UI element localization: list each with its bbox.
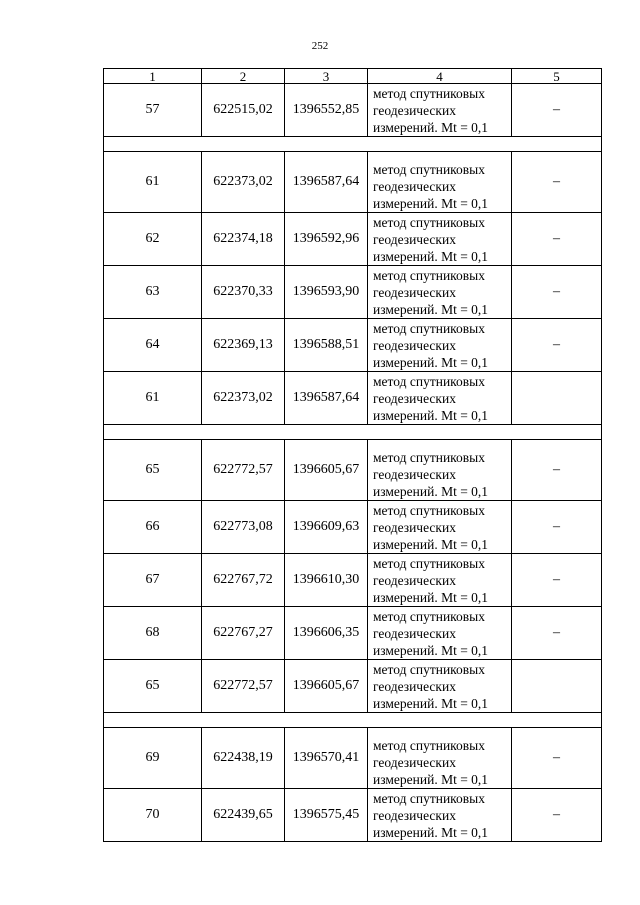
x-coordinate-cell: 622438,19 xyxy=(202,728,285,789)
method-line: измерений. Mt = 0,1 xyxy=(373,301,489,317)
x-coordinate-cell: 622515,02 xyxy=(202,84,285,137)
header-col-5: 5 xyxy=(512,69,602,84)
point-number-cell: 61 xyxy=(104,152,202,213)
x-coordinate-cell: 622767,72 xyxy=(202,554,285,607)
method-line: измерений. Mt = 0,1 xyxy=(373,695,489,711)
point-number-cell: 67 xyxy=(104,554,202,607)
method-cell xyxy=(368,501,512,554)
method-line: геодезических xyxy=(373,572,456,588)
y-coordinate-cell: 1396575,45 xyxy=(285,789,368,842)
method-line: измерений. Mt = 0,1 xyxy=(373,589,489,605)
method-line: метод спутниковых xyxy=(373,373,485,389)
point-number-cell: 68 xyxy=(104,607,202,660)
note-cell: – xyxy=(512,607,602,660)
method-line: геодезических xyxy=(373,102,456,118)
table-row xyxy=(104,152,602,213)
method-cell xyxy=(368,319,512,372)
x-coordinate-cell: 622439,65 xyxy=(202,789,285,842)
point-number-cell: 66 xyxy=(104,501,202,554)
method-line: измерений. Mt = 0,1 xyxy=(373,484,489,499)
method-line: метод спутниковых xyxy=(373,502,485,518)
method-line: измерений. Mt = 0,1 xyxy=(373,119,489,135)
x-coordinate-cell: 622374,18 xyxy=(202,213,285,266)
table-row xyxy=(104,789,602,842)
point-number-cell: 62 xyxy=(104,213,202,266)
point-number-cell: 65 xyxy=(104,660,202,713)
x-coordinate-cell: 622370,33 xyxy=(202,266,285,319)
table-row xyxy=(104,372,602,425)
method-cell xyxy=(368,266,512,319)
method-cell xyxy=(368,607,512,660)
point-number-cell: 63 xyxy=(104,266,202,319)
note-cell: – xyxy=(512,728,602,789)
method-line: метод спутниковых xyxy=(373,661,485,677)
method-line: геодезических xyxy=(373,231,456,247)
method-line: измерений. Mt = 0,1 xyxy=(373,354,489,370)
header-col-4: 4 xyxy=(368,69,512,84)
method-line: геодезических xyxy=(373,519,456,535)
point-number-cell: 70 xyxy=(104,789,202,842)
method-cell xyxy=(368,440,512,501)
point-number-cell: 69 xyxy=(104,728,202,789)
method-cell xyxy=(368,728,512,789)
method-line: геодезических xyxy=(373,179,456,194)
method-line: метод спутниковых xyxy=(373,738,485,753)
header-col-1: 1 xyxy=(104,69,202,84)
note-cell: – xyxy=(512,84,602,137)
point-number-cell: 64 xyxy=(104,319,202,372)
header-row xyxy=(104,69,602,84)
y-coordinate-cell: 1396593,90 xyxy=(285,266,368,319)
table-body xyxy=(104,69,602,842)
table-row xyxy=(104,501,602,554)
x-coordinate-cell: 622772,57 xyxy=(202,660,285,713)
note-cell: – xyxy=(512,266,602,319)
method-line: измерений. Mt = 0,1 xyxy=(373,824,489,840)
method-line: метод спутниковых xyxy=(373,85,485,101)
header-col-2: 2 xyxy=(202,69,285,84)
separator-cell xyxy=(104,425,602,440)
method-line: геодезических xyxy=(373,807,456,823)
method-cell xyxy=(368,789,512,842)
y-coordinate-cell: 1396552,85 xyxy=(285,84,368,137)
header-col-3: 3 xyxy=(285,69,368,84)
note-cell: – xyxy=(512,213,602,266)
x-coordinate-cell: 622373,02 xyxy=(202,152,285,213)
x-coordinate-cell: 622369,13 xyxy=(202,319,285,372)
note-cell: – xyxy=(512,789,602,842)
method-line: геодезических xyxy=(373,678,456,694)
note-cell: – xyxy=(512,554,602,607)
method-line: геодезических xyxy=(373,337,456,353)
method-cell xyxy=(368,152,512,213)
y-coordinate-cell: 1396606,35 xyxy=(285,607,368,660)
method-line: геодезических xyxy=(373,467,456,482)
method-line: метод спутниковых xyxy=(373,162,485,177)
method-line: измерений. Mt = 0,1 xyxy=(373,536,489,552)
note-cell xyxy=(512,660,602,713)
method-cell xyxy=(368,372,512,425)
x-coordinate-cell: 622772,57 xyxy=(202,440,285,501)
y-coordinate-cell: 1396610,30 xyxy=(285,554,368,607)
method-line: геодезических xyxy=(373,390,456,406)
method-line: метод спутниковых xyxy=(373,450,485,465)
y-coordinate-cell: 1396587,64 xyxy=(285,372,368,425)
table-row xyxy=(104,607,602,660)
method-line: геодезических xyxy=(373,755,456,770)
table-row xyxy=(104,728,602,789)
x-coordinate-cell: 622773,08 xyxy=(202,501,285,554)
table-row xyxy=(104,266,602,319)
method-cell xyxy=(368,554,512,607)
y-coordinate-cell: 1396587,64 xyxy=(285,152,368,213)
method-line: метод спутниковых xyxy=(373,267,485,283)
method-cell xyxy=(368,213,512,266)
separator-cell xyxy=(104,713,602,728)
note-cell: – xyxy=(512,440,602,501)
page-number: 252 xyxy=(311,40,329,52)
method-line: метод спутниковых xyxy=(373,555,485,571)
y-coordinate-cell: 1396588,51 xyxy=(285,319,368,372)
table-row xyxy=(104,84,602,137)
method-line: метод спутниковых xyxy=(373,214,485,230)
method-line: геодезических xyxy=(373,625,456,641)
method-cell xyxy=(368,660,512,713)
point-number-cell: 57 xyxy=(104,84,202,137)
method-line: измерений. Mt = 0,1 xyxy=(373,642,489,658)
note-cell xyxy=(512,372,602,425)
method-line: измерений. Mt = 0,1 xyxy=(373,196,489,211)
separator-cell xyxy=(104,137,602,152)
y-coordinate-cell: 1396605,67 xyxy=(285,440,368,501)
group-separator-row xyxy=(104,137,602,152)
y-coordinate-cell: 1396609,63 xyxy=(285,501,368,554)
note-cell: – xyxy=(512,319,602,372)
group-separator-row xyxy=(104,713,602,728)
x-coordinate-cell: 622767,27 xyxy=(202,607,285,660)
coordinates-table xyxy=(103,68,602,842)
table-row xyxy=(104,319,602,372)
method-line: измерений. Mt = 0,1 xyxy=(373,407,489,423)
table-row xyxy=(104,660,602,713)
table-row xyxy=(104,440,602,501)
table-row xyxy=(104,213,602,266)
y-coordinate-cell: 1396570,41 xyxy=(285,728,368,789)
method-line: метод спутниковых xyxy=(373,790,485,806)
method-line: измерений. Mt = 0,1 xyxy=(373,248,489,264)
y-coordinate-cell: 1396605,67 xyxy=(285,660,368,713)
x-coordinate-cell: 622373,02 xyxy=(202,372,285,425)
method-line: геодезических xyxy=(373,284,456,300)
note-cell: – xyxy=(512,501,602,554)
group-separator-row xyxy=(104,425,602,440)
point-number-cell: 61 xyxy=(104,372,202,425)
method-cell xyxy=(368,84,512,137)
y-coordinate-cell: 1396592,96 xyxy=(285,213,368,266)
table-row xyxy=(104,554,602,607)
note-cell: – xyxy=(512,152,602,213)
method-line: метод спутниковых xyxy=(373,608,485,624)
method-line: метод спутниковых xyxy=(373,320,485,336)
method-line: измерений. Mt = 0,1 xyxy=(373,772,489,787)
point-number-cell: 65 xyxy=(104,440,202,501)
